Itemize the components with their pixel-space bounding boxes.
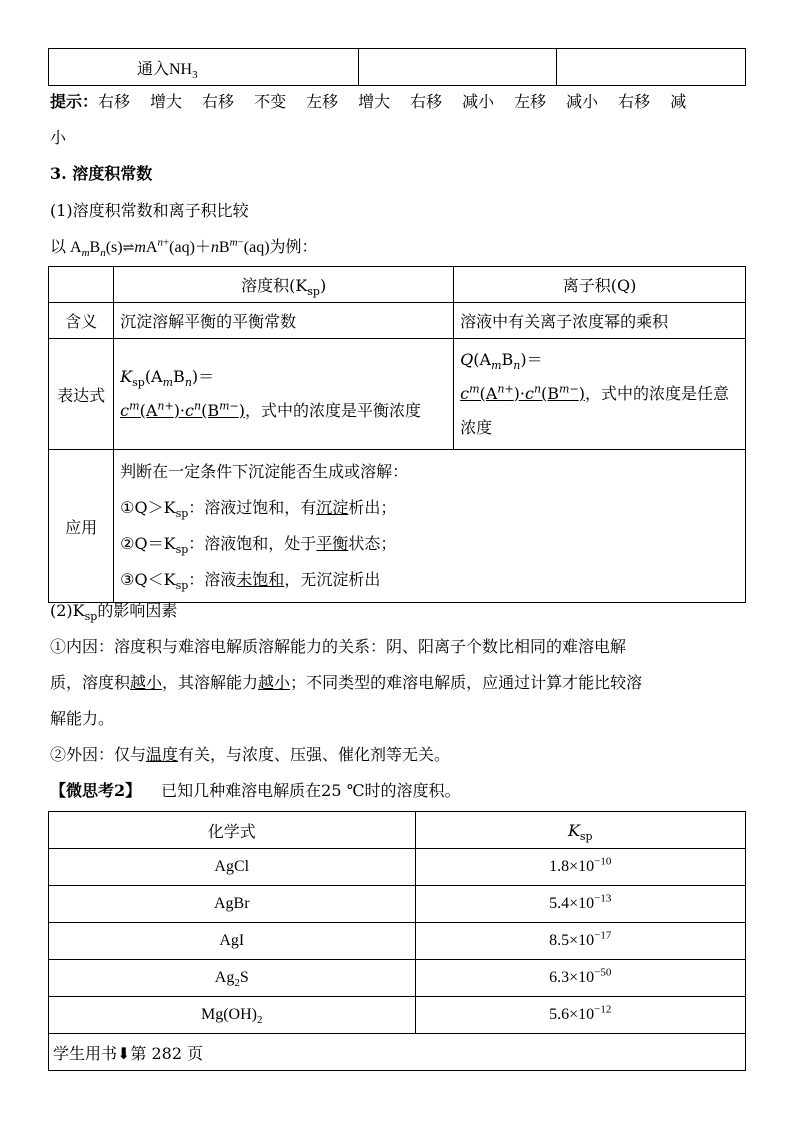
subsection-title-2: $(2)K_{sp}$的影响因素 — [50, 601, 178, 624]
paragraph-internal: ①内因：溶度积与难溶电解质溶解能力的关系：阴、阳离子个数比相同的难溶电解 — [50, 637, 627, 656]
row-label-application: 应用 — [49, 450, 114, 603]
row-label-meaning: 含义 — [49, 303, 114, 339]
hint-line — [50, 89, 686, 112]
equilibrium-intro: 以 $A_mB_n(s)\rightleftharpoons mA^{n+}(aq)+nB^{m-}(aq)$为例： — [50, 236, 318, 260]
formula-cell: AgBr — [49, 886, 416, 923]
ksp-expression: $K_{sp}(A_mB_n)=$ $c^m(A^{n+})\cdot c^n(B^{m-})$，式中的浓度是平衡浓度 — [114, 339, 454, 450]
formula-cell: $Ag_2S$ — [49, 960, 416, 997]
q-expression: $Q(A_mB_n)=$ $c^m(A^{n+})\cdot c^n(B^{m-})$，式中的浓度是任意浓度 — [454, 339, 746, 450]
hint-label: 提示： — [50, 92, 99, 111]
hint-item: 右移 — [410, 92, 443, 111]
subsection-title: (1)溶度积常数和离子积比较 — [50, 201, 249, 220]
ksp-cell: $6.3\times 10^{-50}$ — [415, 960, 745, 997]
formula-cell: AgCl — [49, 849, 416, 886]
hint-item: 不变 — [254, 92, 287, 111]
table-row — [49, 997, 746, 1034]
ksp-meaning: 沉淀溶解平衡的平衡常数 — [114, 303, 454, 339]
hint-item: 增大 — [150, 92, 183, 111]
nh3-row-label: 通入$NH_3$ — [49, 49, 359, 86]
table-row — [49, 849, 746, 886]
header-q: 离子积(Q) — [454, 267, 746, 303]
ksp-data-table — [48, 811, 746, 1071]
hint-item: 右移 — [98, 92, 131, 111]
hint-item: 减小 — [462, 92, 495, 111]
row-label-expression: 表达式 — [49, 339, 114, 450]
top-table — [48, 48, 746, 86]
section-title: 3. 溶度积常数 — [50, 164, 153, 183]
formula-cell: $Mg(OH)_2$ — [49, 997, 416, 1034]
hint-item: 增大 — [358, 92, 391, 111]
empty-cell — [359, 49, 557, 86]
paragraph-external: ②外因：仅与温度有关，与浓度、压强、催化剂等无关。 — [50, 745, 451, 764]
header-ksp: 溶度积$(K_{sp})$ — [114, 267, 454, 303]
table-row — [49, 960, 746, 997]
hint-item: 左移 — [306, 92, 339, 111]
col-header-ksp: $K_{sp}$ — [415, 812, 745, 849]
hint-item: 右移 — [618, 92, 651, 111]
ksp-cell: $5.4\times 10^{-13}$ — [415, 886, 745, 923]
paragraph-internal-3: 解能力。 — [50, 709, 115, 728]
col-header-formula: 化学式 — [49, 812, 416, 849]
q-meaning: 溶液中有关离子浓度幂的乘积 — [454, 303, 746, 339]
header-empty — [49, 267, 114, 303]
hint-item: 减小 — [566, 92, 599, 111]
application-text: 判断在一定条件下沉淀能否生成或溶解： $①Q>K_{sp}$：溶液过饱和，有沉淀析出； $②Q=K_{sp}$：溶液饱和，处于平衡状态； $③Q<K_{sp}$：溶液未饱和，无沉淀析出 — [114, 450, 746, 603]
table-row — [49, 923, 746, 960]
formula-cell: AgI — [49, 923, 416, 960]
hint-item: 左移 — [514, 92, 547, 111]
hint-wrap: 小 — [50, 128, 67, 147]
hint-item: 右移 — [202, 92, 235, 111]
table-row — [49, 886, 746, 923]
empty-cell — [557, 49, 746, 86]
think-line: 【微思考2】 已知几种难溶电解质在25 ℃时的溶度积。 — [50, 781, 461, 800]
hint-item: 减 — [670, 92, 687, 111]
ksp-comparison-table — [48, 266, 746, 603]
ksp-cell: $1.8\times 10^{-10}$ — [415, 849, 745, 886]
page-reference: 学生用书⬇第 282 页 — [49, 1034, 746, 1071]
ksp-cell: $5.6\times 10^{-12}$ — [415, 997, 745, 1034]
paragraph-internal-2: 质，溶度积越小，其溶解能力越小；不同类型的难溶电解质，应通过计算才能比较溶 — [50, 673, 643, 692]
ksp-cell: $8.5\times 10^{-17}$ — [415, 923, 745, 960]
